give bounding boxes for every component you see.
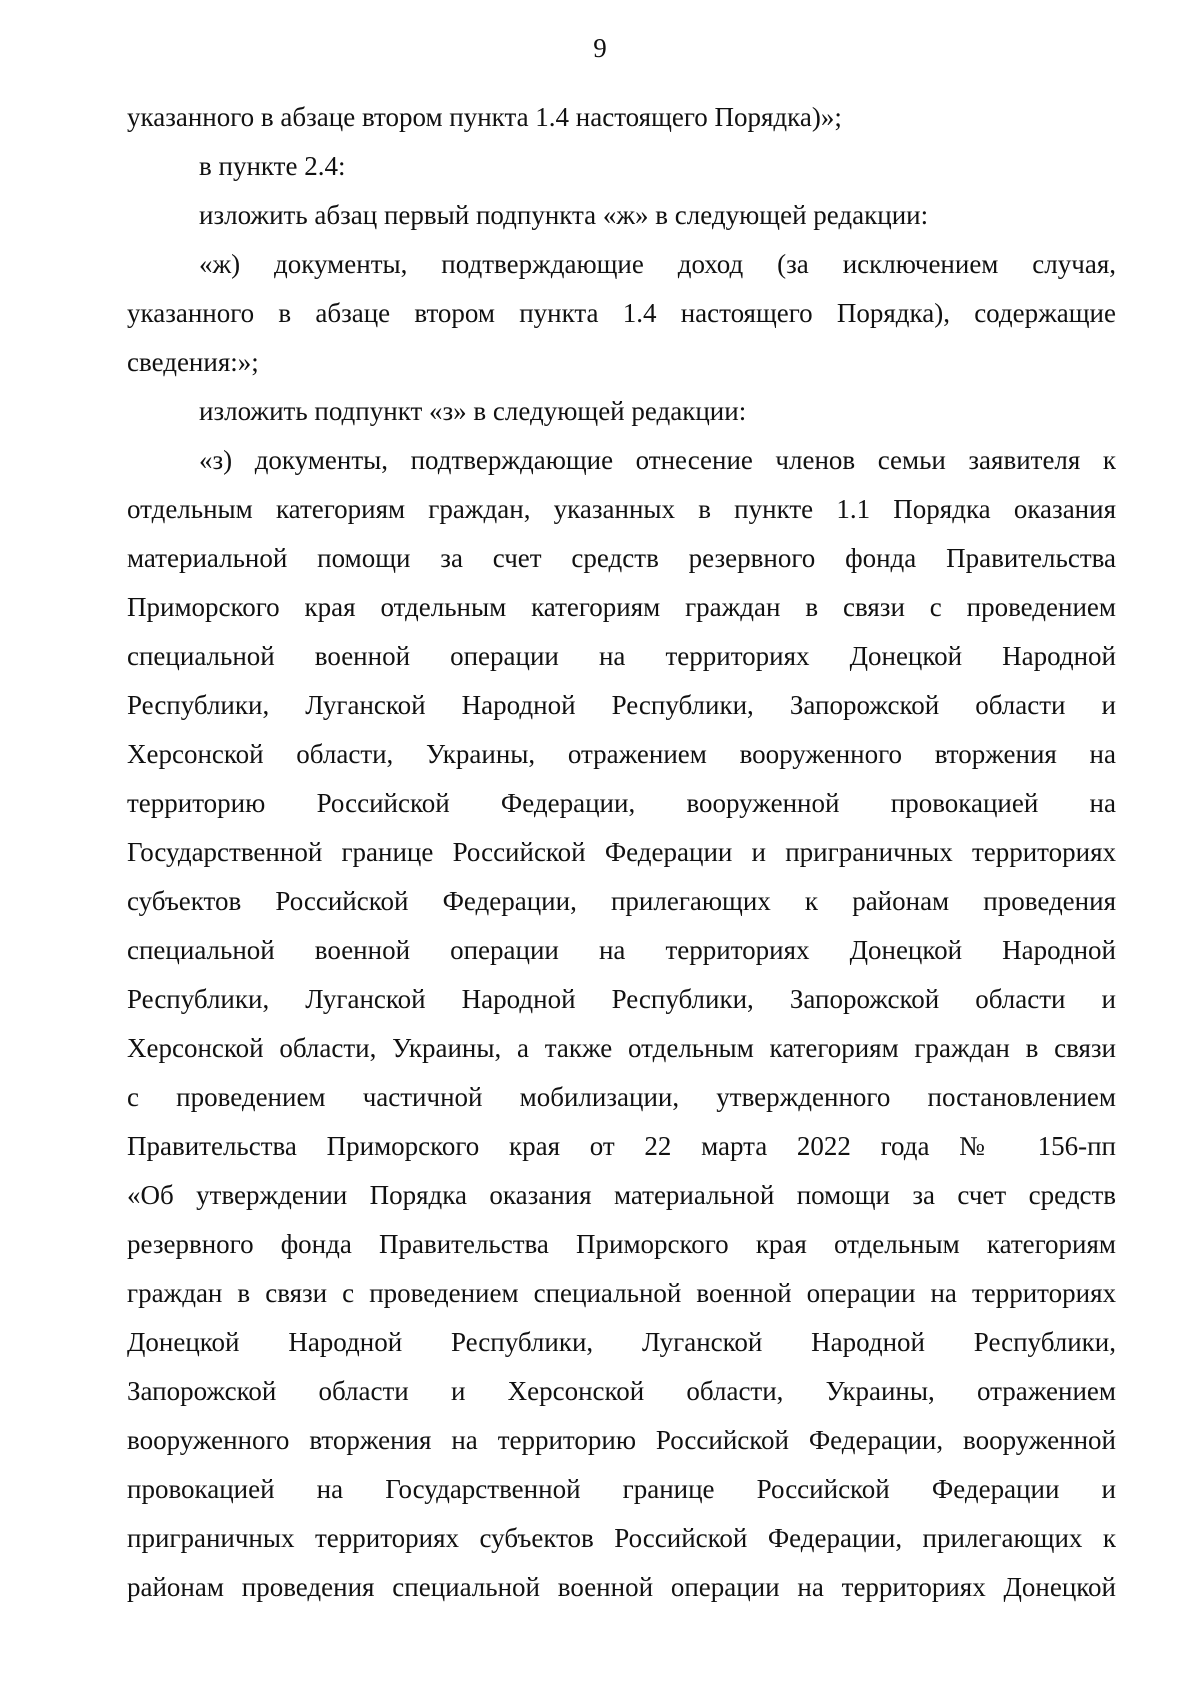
- text-line: материальной помощи за счет средств резервного фонда Правительства: [127, 543, 1116, 573]
- text-line: вооруженного вторжения на территорию Российской Федерации, вооруженной: [127, 1425, 1116, 1455]
- text-line: сведения:»;: [127, 347, 259, 377]
- text-line: Херсонской области, Украины, а также отдельным категориям граждан в связи: [127, 1033, 1116, 1063]
- page-number: 9: [593, 33, 607, 63]
- text-line: граждан в связи с проведением специальной военной операции на территориях: [127, 1278, 1116, 1308]
- text-line: «з) документы, подтверждающие отнесение членов семьи заявителя к: [199, 445, 1116, 475]
- text-line: районам проведения специальной военной операции на территориях Донецкой: [127, 1572, 1116, 1602]
- text-line: территорию Российской Федерации, вооруженной провокацией на: [127, 788, 1116, 818]
- text-line: Республики, Луганской Народной Республики, Запорожской области и: [127, 984, 1116, 1014]
- text-line: Приморского края отдельным категориям граждан в связи с проведением: [127, 592, 1116, 622]
- text-line: резервного фонда Правительства Приморского края отдельным категориям: [127, 1229, 1116, 1259]
- text-line: в пункте 2.4:: [199, 151, 346, 181]
- text-line: специальной военной операции на территориях Донецкой Народной: [127, 641, 1116, 671]
- text-line: провокацией на Государственной границе Российской Федерации и: [127, 1474, 1116, 1504]
- text-line: изложить абзац первый подпункта «ж» в следующей редакции:: [199, 200, 929, 230]
- text-line: «ж) документы, подтверждающие доход (за исключением случая,: [199, 249, 1116, 279]
- text-line: Херсонской области, Украины, отражением вооруженного вторжения на: [127, 739, 1116, 769]
- text-line: Правительства Приморского края от 22 марта 2022 года № 156-пп: [127, 1131, 1116, 1161]
- text-line: с проведением частичной мобилизации, утвержденного постановлением: [127, 1082, 1116, 1112]
- text-line: Донецкой Народной Республики, Луганской Народной Республики,: [127, 1327, 1116, 1357]
- text-line: указанного в абзаце втором пункта 1.4 настоящего Порядка)»;: [127, 102, 842, 132]
- text-line: Республики, Луганской Народной Республики, Запорожской области и: [127, 690, 1116, 720]
- text-line: Запорожской области и Херсонской области, Украины, отражением: [127, 1376, 1116, 1406]
- text-line: специальной военной операции на территориях Донецкой Народной: [127, 935, 1116, 965]
- text-line: «Об утверждении Порядка оказания материальной помощи за счет средств: [127, 1180, 1116, 1210]
- text-line: указанного в абзаце втором пункта 1.4 настоящего Порядка), содержащие: [127, 298, 1116, 328]
- document-body: [127, 93, 1116, 1612]
- text-line: отдельным категориям граждан, указанных в пункте 1.1 Порядка оказания: [127, 494, 1116, 524]
- text-line: изложить подпункт «з» в следующей редакции:: [199, 396, 747, 426]
- text-line: Государственной границе Российской Федерации и приграничных территориях: [127, 837, 1116, 867]
- text-line: приграничных территориях субъектов Российской Федерации, прилегающих к: [127, 1523, 1116, 1553]
- text-line: субъектов Российской Федерации, прилегающих к районам проведения: [127, 886, 1116, 916]
